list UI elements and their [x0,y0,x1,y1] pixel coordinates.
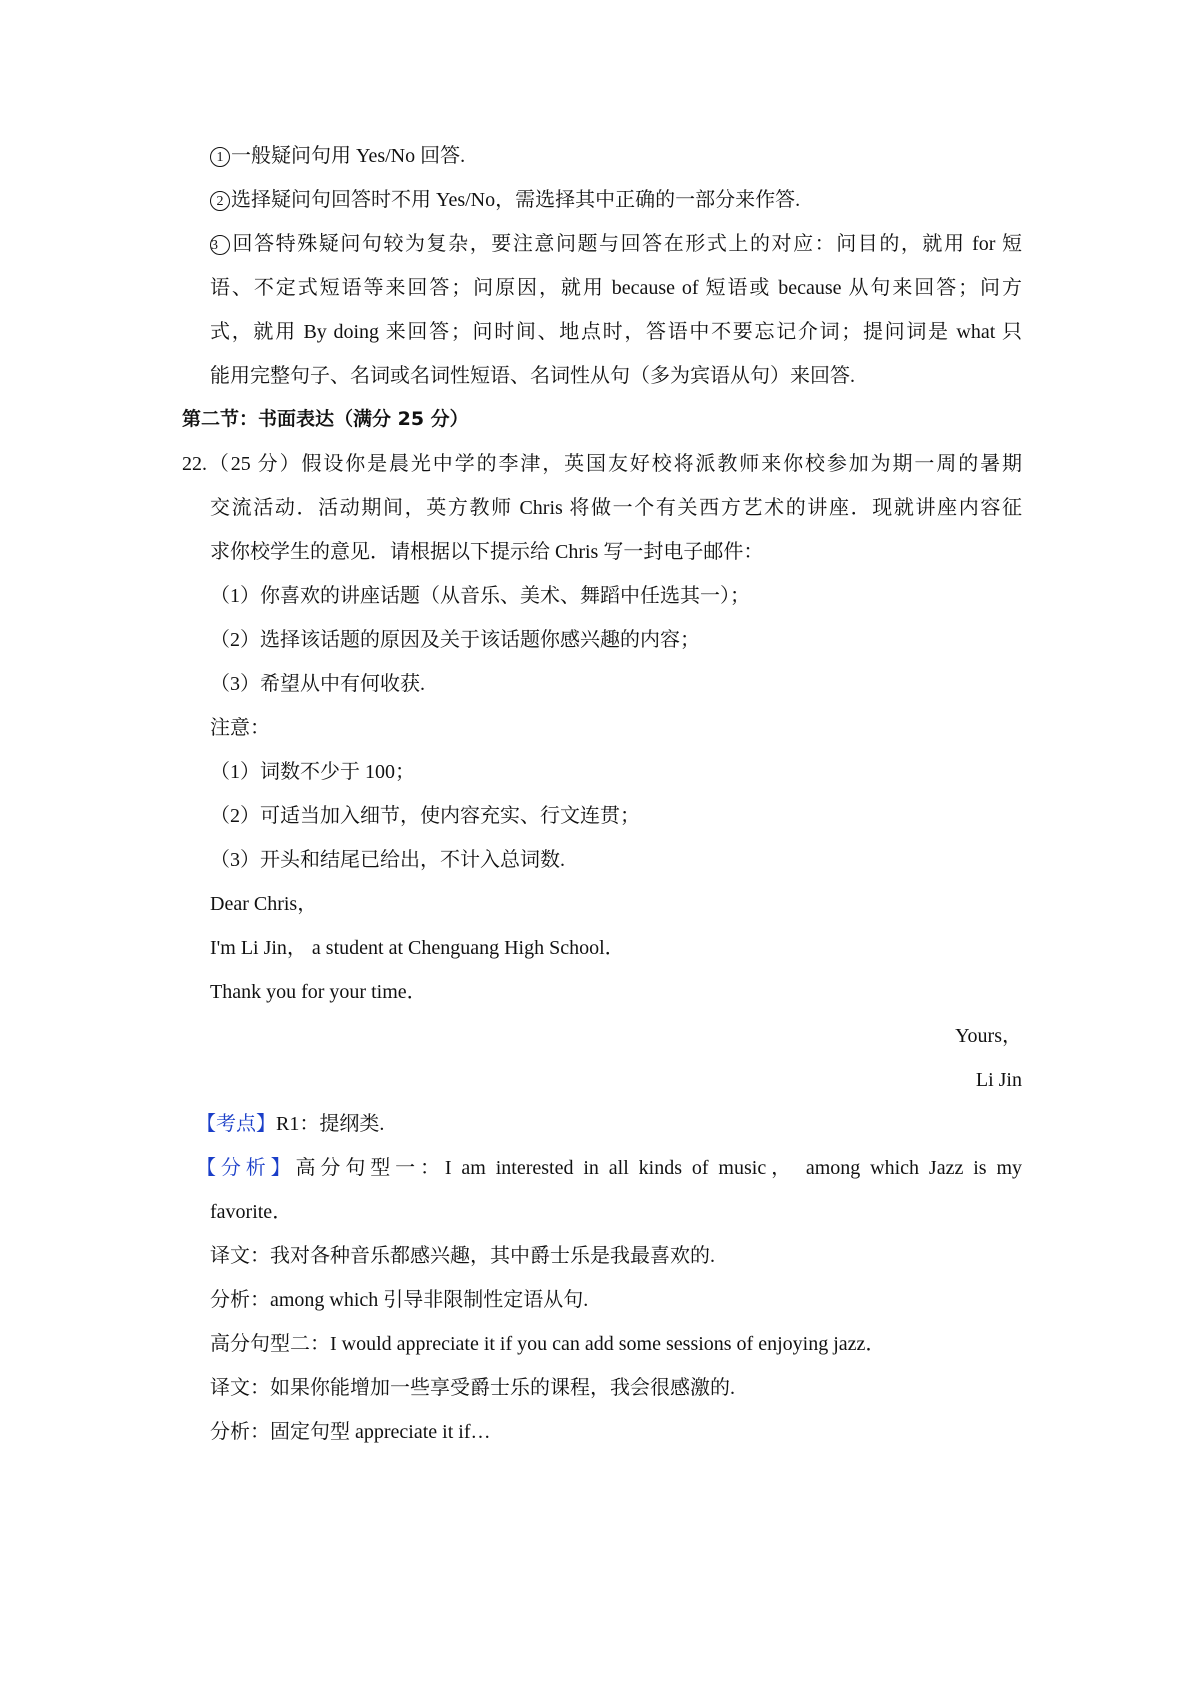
analysis-line-4: 译文：如果你能增加一些享受爵士乐的课程，我会很感激的. [210,1377,735,1399]
fenxi-line-2: favorite． [210,1201,293,1223]
section-heading: 第二节：书面表达（满分 25 分） [182,408,469,430]
letter-closing: Thank you for your time． [210,981,427,1003]
kaodian-tag: 【考点】 [196,1113,276,1135]
note-item-1-text: 一般疑问句用 Yes/No 回答. [231,145,466,167]
note-item-3-text: 回答特殊疑问句较为复杂，要注意问题与回答在形式上的对应：问目的，就用 for 短 [231,233,1022,255]
kaodian-text: R1：提纲类. [276,1113,385,1135]
letter-signoff: Yours， [955,1025,1022,1047]
analysis-line-2: 分析：among which 引导非限制性定语从句. [210,1289,589,1311]
question-number: 22. [182,453,207,475]
note-item-1 [210,141,465,171]
notice-2: （2）可适当加入细节，使内容充实、行文连贯； [210,805,640,827]
note-item-3-line-3: 式，就用 By doing 来回答；问时间、地点时，答语中不要忘记介词；提问词是 what 只 [210,321,1022,343]
note-item-3-line-1 [210,229,1022,259]
circled-number-3: 3 [210,235,230,255]
prompt-3: （3）希望从中有何收获. [210,673,425,695]
note-item-2 [210,185,800,215]
circled-number-1: 1 [210,147,230,167]
letter-signature: Li Jin [975,1069,1022,1091]
fenxi-text: 高分句型一：I am interested in all kinds of music， among which Jazz is my [295,1157,1023,1179]
analysis-line-1: 译文：我对各种音乐都感兴趣，其中爵士乐是我最喜欢的. [210,1245,715,1267]
letter-greeting: Dear Chris， [210,893,318,915]
note-item-2-text: 选择疑问句回答时不用 Yes/No，需选择其中正确的一部分来作答. [231,189,801,211]
notice-3: （3）开头和结尾已给出，不计入总词数. [210,849,565,871]
kaodian-line [196,1109,384,1139]
notice-1: （1）词数不少于 100； [210,761,415,783]
note-item-3-line-2: 语、不定式短语等来回答；问原因，就用 because of 短语或 because 从句来回答；问方 [210,277,1022,299]
prompt-2: （2）选择该话题的原因及关于该话题你感兴趣的内容； [210,629,700,651]
question-text-line-2: 交流活动．活动期间，英方教师 Chris 将做一个有关西方艺术的讲座．现就讲座内容征 [210,497,1022,519]
letter-opening: I'm Li Jin， a student at Chenguang High School． [210,937,625,959]
fenxi-line [196,1153,1022,1183]
note-item-3-line-4: 能用完整句子、名词或名词性短语、名词性从句（多为宾语从句）来回答. [210,365,855,387]
question-text-line-3: 求你校学生的意见．请根据以下提示给 Chris 写一封电子邮件： [210,541,764,563]
analysis-line-5: 分析：固定句型 appreciate it if… [210,1421,491,1443]
circled-number-2: 2 [210,191,230,211]
question-first-line [182,449,1022,479]
prompt-1: （1）你喜欢的讲座话题（从音乐、美术、舞蹈中任选其一）； [210,585,750,607]
fenxi-tag: 【分析】 [196,1157,296,1179]
analysis-line-3: 高分句型二：I would appreciate it if you can add some sessions of enjoying jazz． [210,1333,886,1355]
question-text-line-1: （25 分）假设你是晨光中学的李津，英国友好校将派教师来你校参加为期一周的暑期 [207,453,1022,475]
notice-label: 注意： [210,717,270,739]
